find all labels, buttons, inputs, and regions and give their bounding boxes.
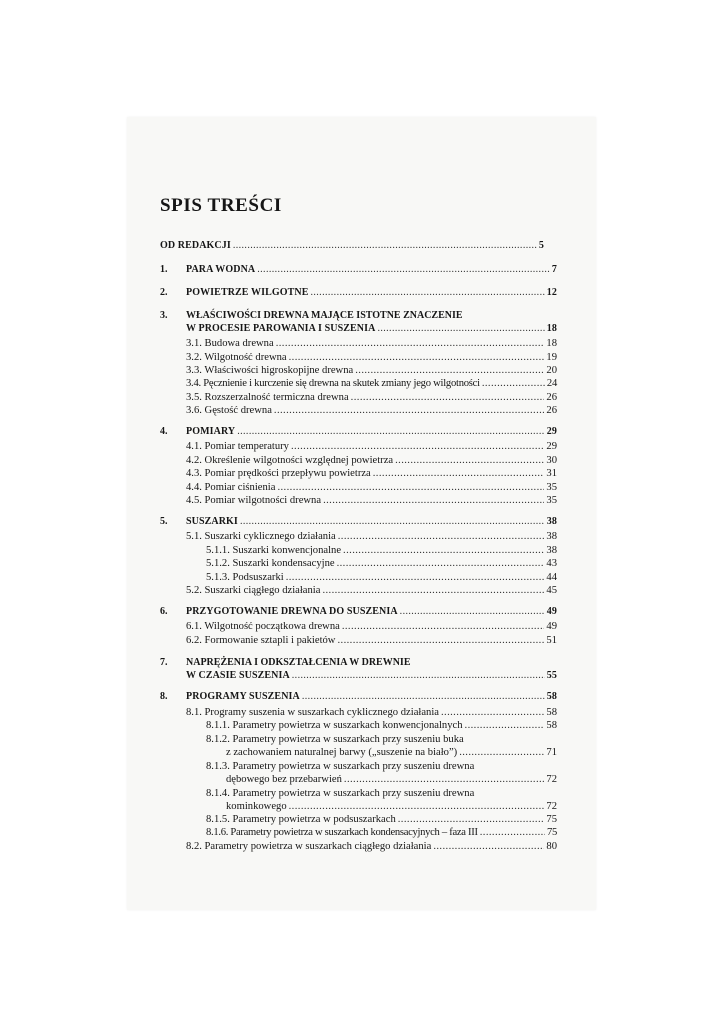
toc-entry-5-2[interactable] xyxy=(186,584,557,597)
toc-page-number: 24 xyxy=(546,378,557,389)
toc-page-number: 26 xyxy=(546,405,557,416)
toc-entry-8-2[interactable] xyxy=(186,840,557,853)
toc-entry-label: 4.4. Pomiar ciśnienia xyxy=(186,482,276,493)
toc-entry-label: W PROCESIE PAROWANIA I SUSZENIA xyxy=(186,323,376,334)
toc-entry-label: POMIARY xyxy=(186,426,236,437)
toc-entry-label: 5.1.1. Suszarki konwencjonalne xyxy=(206,545,342,556)
toc-entry-label: 3.5. Rozszerzalność termiczna drewna xyxy=(186,392,349,403)
toc-entry-8-1[interactable] xyxy=(186,706,557,719)
leader-dots xyxy=(277,481,544,494)
toc-entry-chapter-1[interactable] xyxy=(186,263,557,276)
toc-entry-label: 4.5. Pomiar wilgotności drewna xyxy=(186,495,322,506)
toc-page-number: 26 xyxy=(546,392,557,403)
leader-dots xyxy=(237,425,545,438)
toc-page-number: 72 xyxy=(546,801,557,812)
leader-dots xyxy=(286,571,545,584)
toc-page-number: 29 xyxy=(546,441,557,452)
chapter-number: 3. xyxy=(160,310,168,321)
toc-entry-label: kominkowego xyxy=(226,801,287,812)
leader-dots xyxy=(343,544,544,557)
toc-page-number: 75 xyxy=(547,827,557,838)
toc-entry-5-1[interactable] xyxy=(186,530,557,543)
toc-page-number: 30 xyxy=(546,455,557,466)
toc-entry-5-1-3[interactable] xyxy=(206,571,557,584)
toc-entry-6-1[interactable] xyxy=(186,620,557,633)
page-title: SPIS TREŚCI xyxy=(160,195,282,216)
toc-entry-3-6[interactable] xyxy=(186,404,557,417)
toc-page-number: 38 xyxy=(546,516,557,527)
toc-entry-chapter-2[interactable] xyxy=(186,286,557,299)
leader-dots xyxy=(240,515,545,528)
toc-page-number: 18 xyxy=(546,338,557,349)
chapter-number: 6. xyxy=(160,606,168,617)
chapter-number: 5. xyxy=(160,516,168,527)
toc-entry-label: OD REDAKCJI xyxy=(160,240,231,251)
leader-dots xyxy=(377,322,544,335)
leader-dots xyxy=(482,377,545,390)
toc-entry-label: POWIETRZE WILGOTNE xyxy=(186,287,309,298)
toc-entry-label: 4.1. Pomiar temperatury xyxy=(186,441,289,452)
leader-dots xyxy=(400,605,545,618)
leader-dots xyxy=(337,634,544,647)
toc-entry-chapter-7[interactable] xyxy=(186,669,557,682)
toc-page-number: 31 xyxy=(546,468,557,479)
toc-entry-label: 8.1.1. Parametry powietrza w suszarkach konwencjonalnych xyxy=(206,720,463,731)
toc-entry-label: 6.2. Formowanie sztapli i pakietów xyxy=(186,635,336,646)
toc-entry-8-1-5[interactable] xyxy=(206,813,557,826)
toc-entry-label: 3.2. Wilgotność drewna xyxy=(186,352,287,363)
toc-entry-label: z zachowaniem naturalnej barwy („suszenie na biało”) xyxy=(226,747,458,758)
leader-dots xyxy=(459,746,544,759)
leader-dots xyxy=(323,494,544,507)
leader-dots xyxy=(289,800,545,813)
toc-page-number: 51 xyxy=(546,635,557,646)
leader-dots xyxy=(344,773,545,786)
chapter-number: 7. xyxy=(160,657,168,668)
toc-entry-label: PRZYGOTOWANIE DREWNA DO SUSZENIA xyxy=(186,606,398,617)
toc-page-number: 12 xyxy=(546,287,557,298)
toc-page-number: 58 xyxy=(546,720,557,731)
toc-entry-label: 5.1. Suszarki cyklicznego działania xyxy=(186,531,336,542)
toc-entry-front[interactable] xyxy=(160,239,544,252)
chapter-number: 1. xyxy=(160,264,168,275)
toc-entry-5-1-1[interactable] xyxy=(206,544,557,557)
toc-entry-4-1[interactable] xyxy=(186,440,557,453)
leader-dots xyxy=(465,719,545,732)
toc-page-number: 38 xyxy=(546,545,557,556)
toc-entry-label: 5.2. Suszarki ciągłego działania xyxy=(186,585,321,596)
toc-entry-chapter-3[interactable] xyxy=(186,322,557,335)
toc-page-number: 38 xyxy=(546,531,557,542)
toc-entry-3-1[interactable] xyxy=(186,337,557,350)
toc-entry-4-4[interactable] xyxy=(186,481,557,494)
toc-page-number: 49 xyxy=(546,606,557,617)
toc-page-number: 5 xyxy=(538,240,544,251)
toc-entry-label: 4.3. Pomiar prędkości przepływu powietrza xyxy=(186,468,371,479)
toc-entry-4-3[interactable] xyxy=(186,467,557,480)
leader-dots xyxy=(342,620,545,633)
toc-page-number: 19 xyxy=(546,352,557,363)
toc-entry-8-1-2[interactable] xyxy=(226,746,557,759)
leader-dots xyxy=(302,690,545,703)
leader-dots xyxy=(257,263,550,276)
toc-entry-6-2[interactable] xyxy=(186,634,557,647)
toc-entry-chapter-8[interactable] xyxy=(186,690,557,703)
leader-dots xyxy=(274,404,545,417)
toc-page-number: 29 xyxy=(546,426,557,437)
toc-entry-label: 5.1.2. Suszarki kondensacyjne xyxy=(206,558,335,569)
toc-entry-label: 8.1.6. Parametry powietrza w suszarkach kondensacyjnych – faza III xyxy=(206,827,478,838)
toc-entry-label: 3.1. Budowa drewna xyxy=(186,338,274,349)
leader-dots xyxy=(292,669,545,682)
toc-entry-label-line1: NAPRĘŻENIA I ODKSZTAŁCENIA W DREWNIE xyxy=(186,657,411,668)
leader-dots xyxy=(310,286,544,299)
toc-entry-chapter-5[interactable] xyxy=(186,515,557,528)
toc-entry-chapter-6[interactable] xyxy=(186,605,557,618)
toc-entry-label: 4.2. Określenie wilgotności względnej powietrza xyxy=(186,455,394,466)
toc-entry-8-1-4[interactable] xyxy=(226,800,557,813)
toc-page-number: 72 xyxy=(546,774,557,785)
toc-entry-label: PROGRAMY SUSZENIA xyxy=(186,691,300,702)
toc-entry-chapter-4[interactable] xyxy=(186,425,557,438)
toc-page-number: 35 xyxy=(546,482,557,493)
chapter-number: 4. xyxy=(160,426,168,437)
toc-entry-label-line1: 8.1.4. Parametry powietrza w suszarkach przy suszeniu drewna xyxy=(206,788,475,799)
leader-dots xyxy=(289,351,545,364)
leader-dots xyxy=(433,840,544,853)
toc-page-number: 71 xyxy=(546,747,557,758)
toc-entry-label-line1: 8.1.3. Parametry powietrza w suszarkach przy suszeniu drewna xyxy=(206,761,475,772)
toc-entry-label: W CZASIE SUSZENIA xyxy=(186,670,290,681)
toc-entry-4-2[interactable] xyxy=(186,454,557,467)
toc-entry-label: 8.1. Programy suszenia w suszarkach cyklicznego działania xyxy=(186,707,439,718)
toc-page-number: 58 xyxy=(546,707,557,718)
toc-page-number: 58 xyxy=(546,691,557,702)
toc-entry-label: dębowego bez przebarwień xyxy=(226,774,342,785)
chapter-number: 2. xyxy=(160,287,168,298)
toc-page-number: 43 xyxy=(546,558,557,569)
chapter-number: 8. xyxy=(160,691,168,702)
leader-dots xyxy=(233,239,537,252)
leader-dots xyxy=(351,391,545,404)
toc-entry-4-5[interactable] xyxy=(186,494,557,507)
toc-entry-label: 8.1.5. Parametry powietrza w podsuszarkach xyxy=(206,814,396,825)
toc-entry-label: 3.6. Gęstość drewna xyxy=(186,405,272,416)
toc-entry-label-line1: WŁAŚCIWOŚCI DREWNA MAJĄCE ISTOTNE ZNACZENIE xyxy=(186,310,463,321)
toc-page-number: 20 xyxy=(546,365,557,376)
toc-page-number: 18 xyxy=(546,323,557,334)
leader-dots xyxy=(291,440,544,453)
toc-entry-3-3[interactable] xyxy=(186,364,557,377)
toc-page-number: 75 xyxy=(546,814,557,825)
leader-dots xyxy=(395,454,544,467)
leader-dots xyxy=(338,530,545,543)
toc-entry-label-line1: 8.1.2. Parametry powietrza w suszarkach przy suszeniu buka xyxy=(206,734,464,745)
leader-dots xyxy=(322,584,544,597)
leader-dots xyxy=(480,826,545,839)
toc-page-number: 45 xyxy=(546,585,557,596)
leader-dots xyxy=(441,706,544,719)
toc-entry-8-1-1[interactable] xyxy=(206,719,557,732)
toc-entry-3-5[interactable] xyxy=(186,391,557,404)
toc-entry-3-2[interactable] xyxy=(186,351,557,364)
toc-entry-label: 6.1. Wilgotność początkowa drewna xyxy=(186,621,340,632)
toc-page-number: 35 xyxy=(546,495,557,506)
toc-page-number: 44 xyxy=(546,572,557,583)
toc-entry-8-1-3[interactable] xyxy=(226,773,557,786)
toc-entry-label: 3.4. Pęcznienie i kurczenie się drewna na skutek zmiany jego wilgotności xyxy=(186,378,480,389)
toc-entry-8-1-6[interactable] xyxy=(206,826,557,839)
toc-entry-3-4[interactable] xyxy=(186,377,557,390)
toc-entry-label: 5.1.3. Podsuszarki xyxy=(206,572,284,583)
toc-entry-label: PARA WODNA xyxy=(186,264,256,275)
toc-entry-label: SUSZARKI xyxy=(186,516,238,527)
toc-page-number: 7 xyxy=(551,264,557,275)
leader-dots xyxy=(337,557,545,570)
toc-entry-label: 8.2. Parametry powietrza w suszarkach ciągłego działania xyxy=(186,841,432,852)
toc-entry-5-1-2[interactable] xyxy=(206,557,557,570)
leader-dots xyxy=(373,467,545,480)
toc-page-number: 49 xyxy=(546,621,557,632)
toc-page-number: 55 xyxy=(546,670,557,681)
toc-entry-label: 3.3. Właściwości higroskopijne drewna xyxy=(186,365,354,376)
leader-dots xyxy=(355,364,544,377)
leader-dots xyxy=(276,337,545,350)
leader-dots xyxy=(398,813,545,826)
toc-page-number: 80 xyxy=(546,841,557,852)
